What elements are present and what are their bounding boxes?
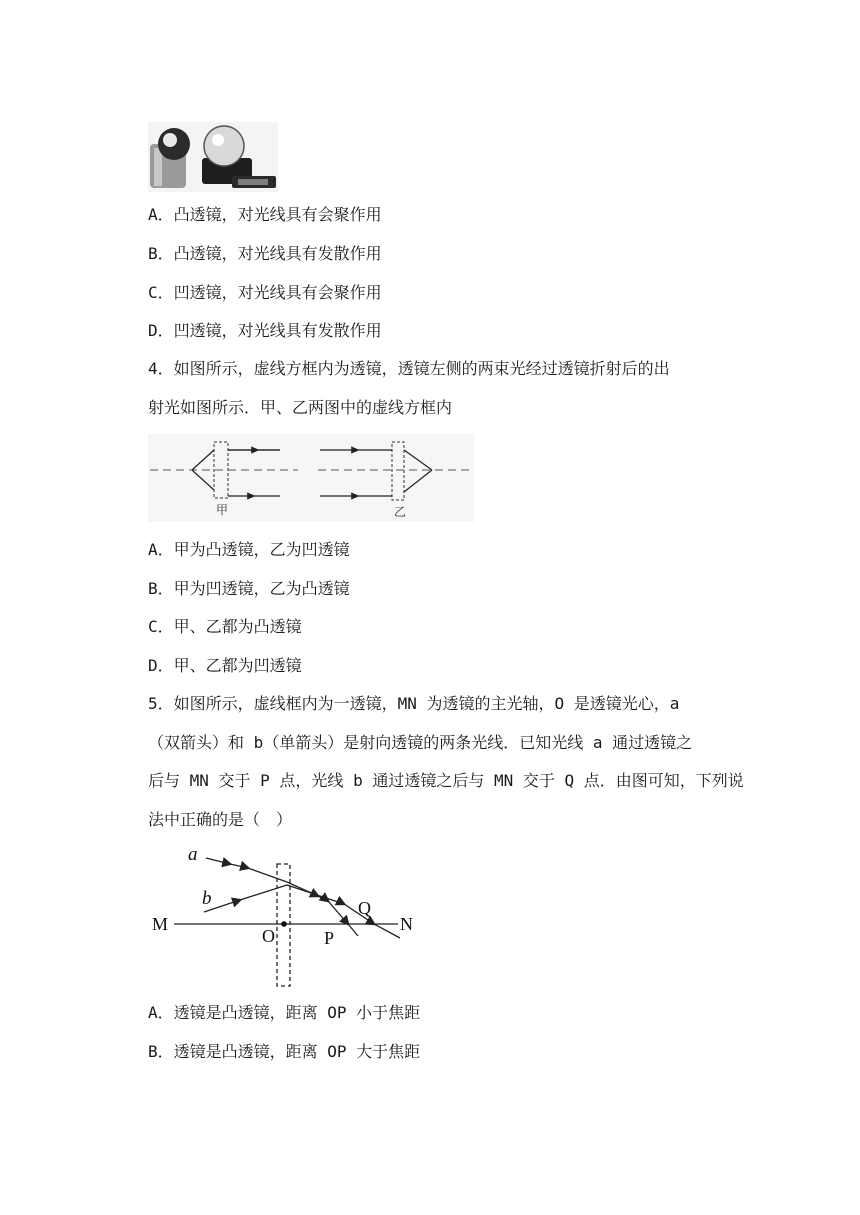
q5-option-b: B．透镜是凸透镜，距离 OP 大于焦距 <box>148 1042 421 1061</box>
q4-stem-line-1: 4．如图所示，虚线方框内为透镜，透镜左侧的两束光经过透镜折射后的出 <box>148 359 670 378</box>
q3-option-b: B．凸透镜，对光线具有发散作用 <box>148 244 382 263</box>
q5-stem-line-3: 后与 MN 交于 P 点，光线 b 通过透镜之后与 MN 交于 Q 点．由图可知，下列说 <box>148 771 744 790</box>
q5-stem-line-4: 法中正确的是（ ） <box>148 810 293 829</box>
q5-stem-line-2: （双箭头）和 b（单箭头）是射向透镜的两条光线．已知光线 a 通过透镜之 <box>148 733 693 752</box>
q4-option-d: D．甲、乙都为凹透镜 <box>148 656 302 675</box>
q5-label-q: Q <box>358 898 371 918</box>
q5-label-a: a <box>188 844 198 865</box>
q5-label-p: P <box>324 928 335 948</box>
q5-label-n: N <box>400 914 413 934</box>
lens-photo <box>148 122 278 192</box>
q5-label-m: M <box>152 914 169 934</box>
q4-stem-line-2: 射光如图所示．甲、乙两图中的虚线方框内 <box>148 398 453 417</box>
q4-label-jia: 甲 <box>216 503 229 517</box>
q3-option-a: A．凸透镜，对光线具有会聚作用 <box>148 205 382 224</box>
q4-figure <box>148 434 474 522</box>
q4-option-c: C．甲、乙都为凸透镜 <box>148 617 302 636</box>
q5-figure <box>148 840 428 990</box>
q3-option-d: D．凹透镜，对光线具有发散作用 <box>148 321 382 340</box>
q4-option-a: A．甲为凸透镜，乙为凹透镜 <box>148 540 350 559</box>
q5-stem-line-1: 5．如图所示，虚线框内为一透镜，MN 为透镜的主光轴，O 是透镜光心，a <box>148 694 680 713</box>
q3-option-c: C．凹透镜，对光线具有会聚作用 <box>148 283 382 302</box>
q5-option-a: A．透镜是凸透镜，距离 OP 小于焦距 <box>148 1003 421 1022</box>
q5-label-o: O <box>262 926 275 946</box>
q5-label-b: b <box>202 888 212 909</box>
q4-option-b: B．甲为凹透镜，乙为凸透镜 <box>148 579 350 598</box>
q4-label-yi: 乙 <box>394 505 407 519</box>
